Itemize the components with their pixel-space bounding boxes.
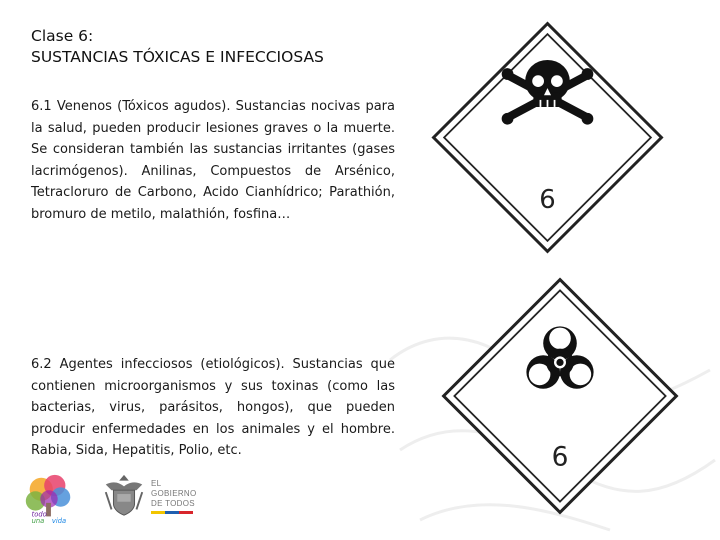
logo-text-una: una	[31, 517, 45, 526]
infectious-class-number: 6	[551, 441, 569, 473]
stripe-yellow	[151, 511, 165, 514]
gobierno-de-todos-logo	[151, 479, 211, 509]
coat-of-arms-logo	[100, 470, 148, 520]
stripe-red	[179, 511, 193, 514]
toxic-placard	[430, 20, 665, 255]
infectious-placard	[440, 276, 680, 516]
gobierno-text-line-2: GOBIERNO	[151, 489, 197, 498]
title-line-1: Clase 6:	[31, 27, 94, 45]
todo-una-vida-logo	[20, 470, 78, 528]
toxic-substances-paragraph: 6.1 Venenos (Tóxicos agudos). Sustancias nocivas para la salud, pueden producir lesiones graves o la muerte. Se consideran también las sustancias irritantes (gases lacrimógenos). Anilinas, Compuestos de Arsénico, Tetracloruro de Carbono, Acido Cianhídrico; Parathión, bromuro de metilo, malathión, fosfina…	[31, 99, 395, 222]
infectious-substances-paragraph: 6.2 Agentes infecciosos (etiológicos). Sustancias que contienen microorganismos y sus toxinas (como las bacterias, virus, parásitos, hongos), que pueden producir enfermedades en los animales y el hombre. Rabia, Sida, Hepatitis, Polio, etc.	[31, 357, 395, 459]
title-line-2: SUSTANCIAS TÓXICAS E INFECCIOSAS	[31, 48, 324, 66]
toxic-class-number: 6	[539, 185, 556, 215]
stripe-blue	[165, 511, 179, 514]
gobierno-text-line-1: EL	[151, 479, 162, 488]
logo-text-todo: todo	[31, 510, 47, 519]
flag-color-stripe	[151, 511, 193, 514]
slide-title	[31, 26, 431, 68]
logo-text-vida: vida	[51, 517, 67, 526]
gobierno-text-line-3: DE TODOS	[151, 499, 195, 508]
